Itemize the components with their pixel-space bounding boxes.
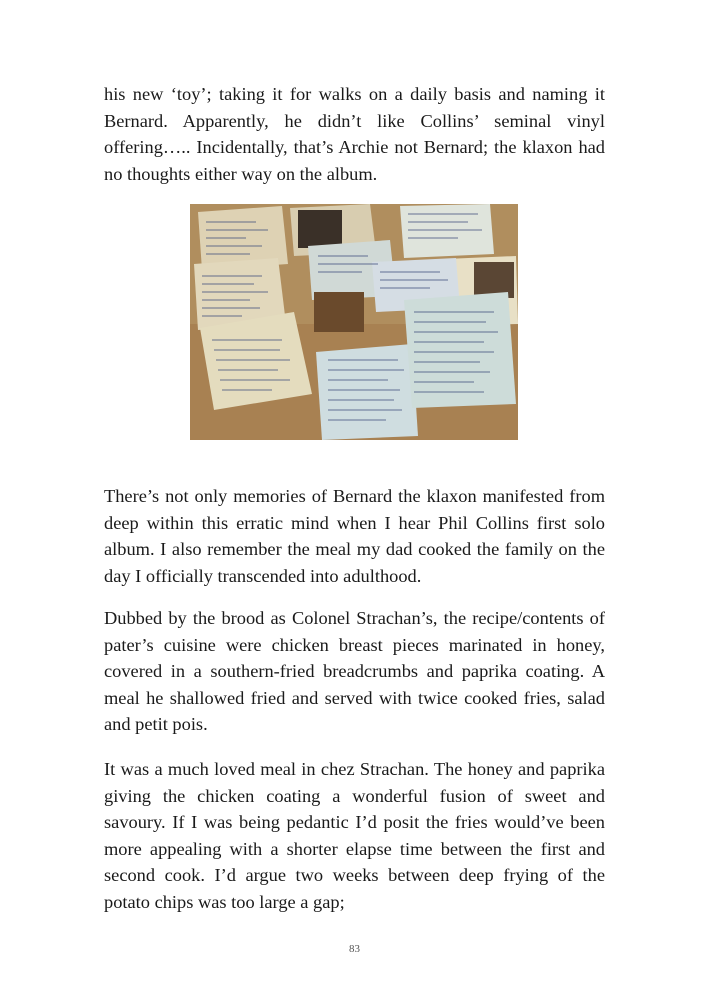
photo-handwritten-cards bbox=[190, 204, 518, 440]
small-photo bbox=[298, 210, 342, 248]
page-number: 83 bbox=[349, 943, 360, 955]
small-photo bbox=[314, 292, 364, 332]
body-paragraph: It was a much loved meal in chez Strachan. The honey and paprika giving the chicken coating a wonderful fusion of sweet and savoury. If I was being pedantic I’d posit the fries would’ve been more appealing with a shorter elapse time between the first and second cook. I’d argue two weeks between deep frying of the potato chips was too large a gap; bbox=[104, 759, 605, 912]
card bbox=[400, 204, 494, 258]
card bbox=[316, 344, 418, 440]
card bbox=[404, 292, 516, 408]
body-paragraph: Dubbed by the brood as Colonel Strachan’s, the recipe/contents of pater’s cuisine were chicken breast pieces marinated in honey, covered in a southern-fried breadcrumbs and paprika coating. A meal he shallowed fried and served with twice cooked fries, salad and petit pois. bbox=[104, 608, 605, 735]
body-paragraph: There’s not only memories of Bernard the klaxon manifested from deep within this erratic mind when I hear Phil Collins first solo album. I also remember the meal my dad cooked the family on the day I officially transcended into adulthood. bbox=[104, 486, 605, 586]
card bbox=[200, 312, 312, 410]
body-paragraph: his new ‘toy’; taking it for walks on a daily basis and naming it Bernard. Apparently, he didn’t like Collins’ seminal vinyl offering….. Incidentally, that’s Archie not Bernard; the klaxon had no thoughts either way on the album. bbox=[104, 84, 605, 184]
